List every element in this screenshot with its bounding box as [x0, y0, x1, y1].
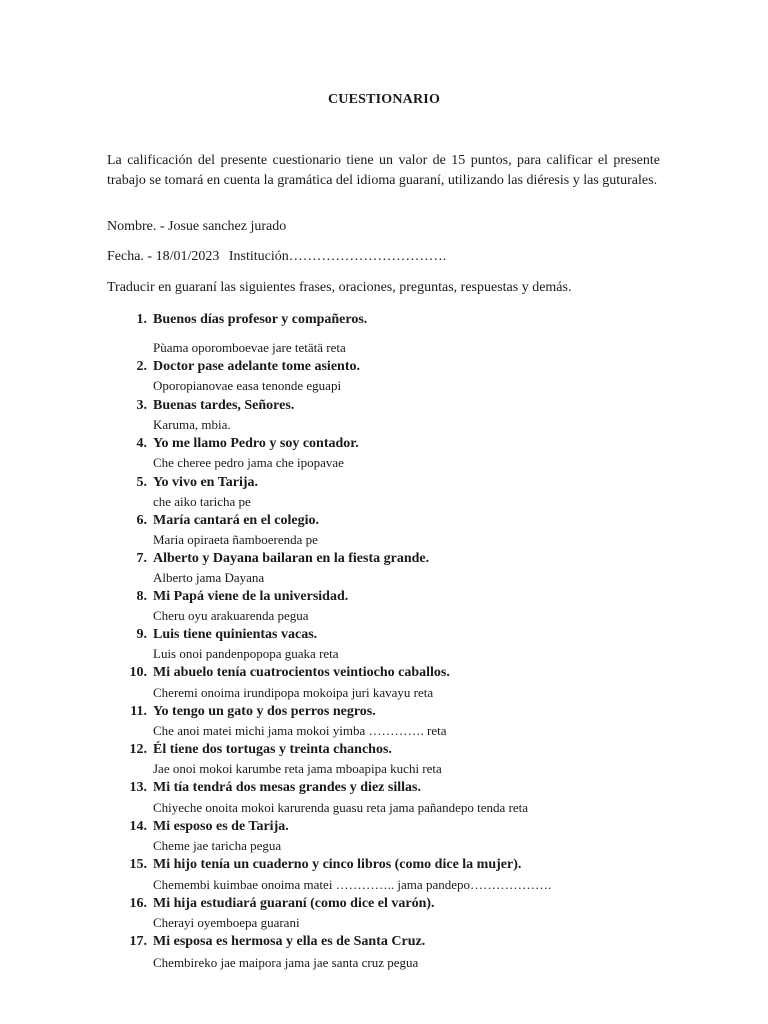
question-text: Doctor pase adelante tome asiento.	[153, 359, 360, 374]
intro-paragraph: La calificación del presente cuestionario tiene un valor de 15 puntos, para calificar el presente trabajo se tomará en cuenta la gramática del idioma guaraní, utilizando las diéresis y las guturales.	[107, 153, 660, 188]
question-number: 13.	[129, 780, 147, 795]
question-number: 17.	[129, 934, 147, 949]
date-value: Fecha. - 18/01/2023	[107, 249, 220, 264]
name-field: Nombre. - Josue sanchez jurado	[107, 219, 287, 234]
question-text: Alberto y Dayana bailaran en la fiesta grande.	[153, 551, 430, 566]
answer-text: Cheru oyu arakuarenda pegua	[153, 608, 309, 623]
date-field	[107, 249, 446, 265]
answer-text: Maria opiraeta ñamboerenda pe	[153, 532, 318, 547]
answer-text: Jae onoi mokoi karumbe reta jama mboapipa kuchi reta	[153, 761, 442, 776]
question-text: Mi esposo es de Tarija.	[153, 819, 289, 834]
question-text: María cantará en el colegio.	[153, 513, 320, 528]
question-number: 14.	[129, 819, 147, 834]
question-number: 6.	[136, 513, 147, 528]
instruction-text: Traducir en guaraní las siguientes frases, oraciones, preguntas, respuestas y demás.	[107, 280, 572, 295]
question-text: Mi hija estudiará guaraní (como dice el varón).	[153, 896, 435, 911]
question-text: Yo me llamo Pedro y soy contador.	[153, 436, 359, 451]
answer-text: Chiyeche onoita mokoi karurenda guasu reta jama pañandepo tenda reta	[153, 800, 529, 815]
question-text: Él tiene dos tortugas y treinta chanchos.	[153, 742, 392, 757]
answer-text: Alberto jama Dayana	[153, 570, 265, 585]
answer-text: Karuma, mbia.	[153, 417, 231, 432]
question-number: 9.	[136, 627, 147, 642]
question-number: 2.	[136, 359, 147, 374]
question-number: 16.	[129, 896, 147, 911]
question-number: 4.	[136, 436, 147, 451]
answer-text: Chemembi kuimbae onoima matei ………….. jama pandepo……………….	[153, 877, 552, 892]
answer-text: Cheremi onoima irundipopa mokoipa juri kavayu reta	[153, 685, 434, 700]
question-number: 1.	[136, 312, 147, 327]
answer-text: Che cheree pedro jama che ipopavae	[153, 455, 344, 470]
question-number: 7.	[136, 551, 147, 566]
answer-text: Cherayi oyemboepa guarani	[153, 915, 300, 930]
question-number: 5.	[136, 475, 147, 490]
question-text: Luis tiene quinientas vacas.	[153, 627, 318, 642]
question-number: 8.	[136, 589, 147, 604]
answer-text: Chembireko jae maipora jama jae santa cruz pegua	[153, 955, 419, 970]
question-number: 11.	[130, 704, 147, 719]
answer-text: Pùama oporomboevae jare tetätä reta	[153, 340, 346, 355]
question-number: 15.	[129, 857, 147, 872]
question-text: Buenas tardes, Señores.	[153, 398, 295, 413]
question-number: 3.	[136, 398, 147, 413]
question-text: Yo vivo en Tarija.	[153, 475, 259, 490]
answer-text: Oporopianovae easa tenonde eguapi	[153, 378, 342, 393]
institution-field: Institución…………………………….	[228, 249, 447, 264]
question-text: Buenos días profesor y compañeros.	[153, 312, 368, 327]
answer-text: Cheme jae taricha pegua	[153, 838, 282, 853]
page-title: CUESTIONARIO	[327, 92, 441, 107]
question-text: Mi hijo tenía un cuaderno y cinco libros (como dice la mujer).	[153, 857, 522, 872]
answer-text: Luis onoi pandenpopopa guaka reta	[153, 646, 339, 661]
answer-text: Che anoi matei michi jama mokoi yimba …………. reta	[153, 723, 447, 738]
question-text: Mi esposa es hermosa y ella es de Santa Cruz.	[153, 934, 426, 949]
answer-text: che aiko taricha pe	[153, 494, 251, 509]
question-text: Mi abuelo tenía cuatrocientos veintiocho caballos.	[153, 665, 450, 680]
question-text: Yo tengo un gato y dos perros negros.	[153, 704, 376, 719]
question-text: Mi tía tendrá dos mesas grandes y diez sillas.	[153, 780, 421, 795]
question-number: 10.	[129, 665, 147, 680]
question-number: 12.	[129, 742, 147, 757]
question-text: Mi Papá viene de la universidad.	[153, 589, 349, 604]
